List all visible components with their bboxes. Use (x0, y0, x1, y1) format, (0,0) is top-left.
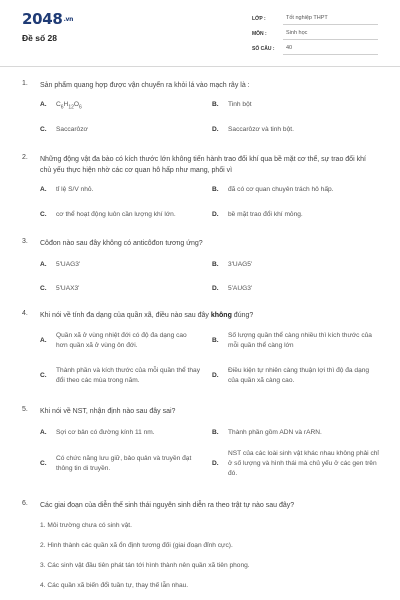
option-text: tỉ lệ S/V nhỏ. (56, 186, 94, 193)
meta-value: Tốt nghiệp THPT (283, 13, 378, 25)
question-number: 3. (22, 238, 28, 245)
question-text-part: đúng? (231, 312, 254, 319)
option-key: B. (212, 186, 219, 193)
option-key: D. (212, 372, 219, 379)
meta-row-subject (252, 26, 378, 41)
question-text: Côđon nào sau đây không có anticôđon tương ứng? (40, 240, 203, 247)
option-key: A. (40, 429, 47, 436)
option-text: Số lượng quần thể càng nhiều thì kích thước của mỗi quần thể càng lớn (228, 332, 372, 349)
question-number: 6. (22, 500, 28, 507)
option-text: NST của các loài sinh vật khác nhau không phải chỉ ở số lượng và hình thái mà chủ yếu ở các gen trên đó. (228, 450, 379, 477)
option-key: B. (212, 337, 219, 344)
option-text: cơ thể hoạt động luôn cần lượng khí lớn. (56, 211, 176, 218)
option-text: Thành phần gồm ADN và rARN. (228, 429, 322, 436)
option-text: Sợi cơ bản có đường kính 11 nm. (56, 429, 155, 436)
option-text: Điều kiện tự nhiên càng thuận lợi thì độ đa dạng của quần xã càng cao. (228, 367, 370, 384)
question-number: 5. (22, 406, 28, 413)
header-divider (0, 66, 400, 67)
question-number: 1. (22, 80, 28, 87)
option-key: C. (40, 211, 47, 218)
option-key: D. (212, 285, 219, 292)
option-key: B. (212, 101, 219, 108)
option-text: Saccarôzơ và tinh bột. (228, 126, 294, 133)
question-number: 2. (22, 154, 28, 161)
option-key: A. (40, 261, 47, 268)
option-text: Thành phần và kích thước của mỗi quần thể thay đổi theo các mùa trong năm. (56, 367, 200, 384)
question-text-emphasis: không (210, 312, 232, 319)
option-key: A. (40, 186, 47, 193)
question-number: 4. (22, 310, 28, 317)
meta-row-count (252, 41, 378, 56)
question-text: Sản phẩm quang hợp được vận chuyển ra khỏi lá vào mạch rây là : (40, 82, 250, 89)
option-text: 3'UAG5' (228, 261, 253, 268)
option-key: D. (212, 126, 219, 133)
option-text: Có chức năng lưu giữ, bảo quản và truyền đạt thông tin di truyền. (56, 455, 192, 472)
site-logo[interactable] (22, 10, 73, 28)
option-key: C. (40, 372, 47, 379)
option-key: A. (40, 337, 47, 344)
option-key: B. (212, 261, 219, 268)
question-text: Những động vật đa bào có kích thước lớn không tiến hành trao đổi khí qua bề mặt cơ thể, sự trao đổi khí chủ yếu thực hiện nhờ các cơ quan hô hấp như mang, phổi vì (40, 156, 366, 174)
option-text: 5'AUG3' (228, 285, 253, 292)
question-text-part: Khi nói về tính đa dạng của quần xã, điều nào sau đây (40, 312, 211, 319)
meta-label: SỐ CÂU : (252, 45, 275, 52)
exam-header (0, 0, 400, 56)
question-text: Khi nói về NST, nhận định nào sau đây sai? (40, 408, 176, 415)
exam-meta (252, 11, 378, 56)
meta-label: MÔN : (252, 30, 267, 37)
meta-row-class (252, 11, 378, 26)
option-key: B. (212, 429, 219, 436)
option-text: 5'UAG3' (56, 261, 81, 268)
option-text: bề mặt trao đổi khí mỏng. (228, 211, 303, 218)
question-text: Các giai đoạn của diễn thế sinh thái nguyên sinh diễn ra theo trật tự nào sau đây? (40, 502, 295, 509)
meta-value: 40 (283, 43, 378, 55)
exam-title: Đề số 28 (22, 33, 57, 43)
option-key: D. (212, 460, 219, 467)
option-text: Saccarôzơ (56, 126, 88, 133)
statement-line: 2. Hình thành các quần xã ổn định tương đối (giai đoạn đỉnh cực). (40, 542, 233, 549)
statement-line: 1. Môi trường chưa có sinh vật. (40, 522, 132, 529)
option-key: C. (40, 126, 47, 133)
option-key: C. (40, 460, 47, 467)
option-text: 5'UAX3' (56, 285, 80, 292)
statement-line: 3. Các sinh vật đầu tiên phát tán tới hình thành nên quần xã tiên phong. (40, 562, 250, 569)
option-text: $C_6H_{12}O_6$ (56, 101, 82, 111)
option-key: D. (212, 211, 219, 218)
logo-sub-text: .vn (63, 16, 74, 23)
statement-line: 4. Các quần xã biến đổi tuần tự, thay thế lẫn nhau. (40, 582, 189, 589)
meta-label: LỚP : (252, 15, 266, 22)
option-text: Tinh bột (228, 101, 252, 108)
logo-main-text: 2048 (22, 10, 63, 28)
option-key: C. (40, 285, 47, 292)
meta-value: Sinh học (283, 28, 378, 40)
question-text (40, 310, 375, 321)
option-text: Quần xã ở vùng nhiệt đới có độ đa dạng cao hơn quần xã ở vùng ôn đới. (56, 332, 187, 349)
option-text: đã có cơ quan chuyên trách hô hấp. (228, 186, 334, 193)
option-key: A. (40, 101, 47, 108)
